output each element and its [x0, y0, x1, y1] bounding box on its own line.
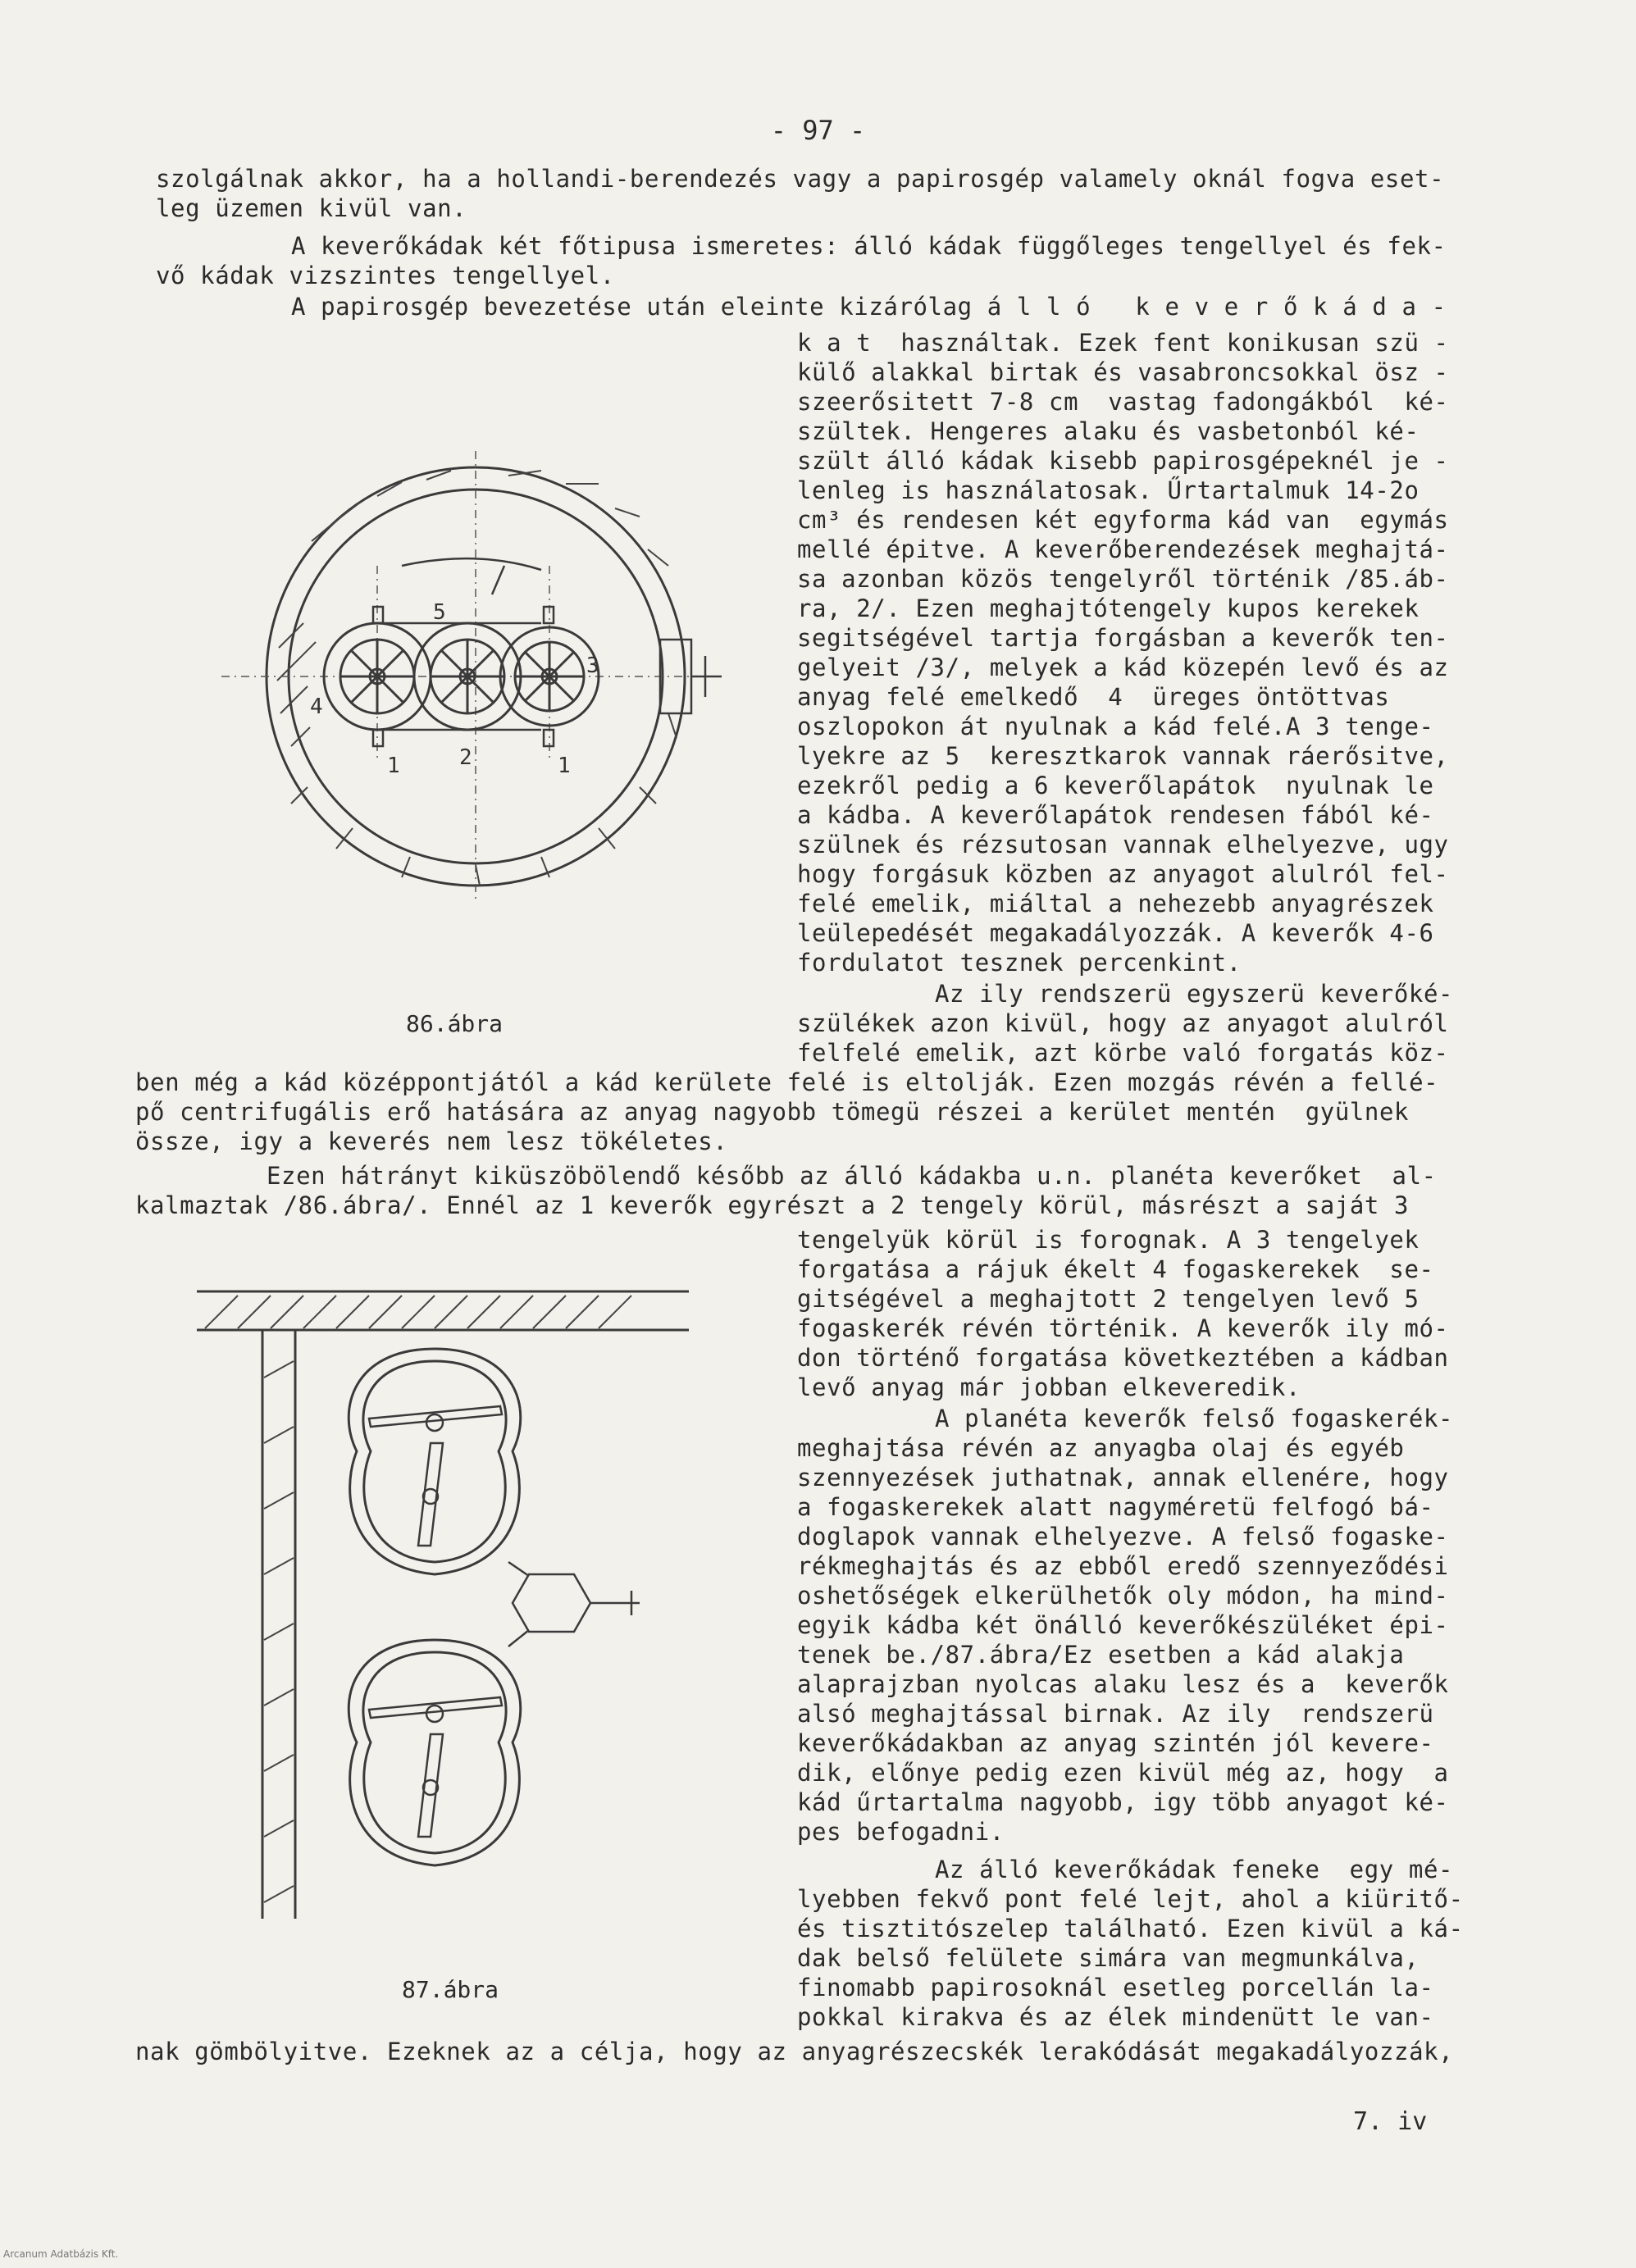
- figure-86-drawing: [213, 443, 738, 902]
- text-line: a kádba. A keverőlapátok rendesen fából ké-: [797, 801, 1434, 829]
- text-line: levő anyag már jobban elkeveredik.: [797, 1373, 1301, 1401]
- text-line: leülepedését megakadályozzák. A keverők 4-6: [797, 919, 1434, 947]
- figure-86-caption: 86.ábra: [406, 1010, 504, 1037]
- text-line: oshetőségek elkerülhetők oly módon, ha mind-: [797, 1582, 1449, 1610]
- text-line: szülnek és rézsutosan vannak elhelyezve, ugy: [797, 831, 1449, 858]
- text-line: don történő forgatása következtében a kádban: [797, 1344, 1449, 1372]
- text-line: lyekre az 5 keresztkarok vannak ráerősitve,: [797, 742, 1449, 770]
- text-line: rékmeghajtás és az ebből eredő szennyeződési: [797, 1552, 1449, 1580]
- text-line: szolgálnak akkor, ha a hollandi-berendezés vagy a papirosgép valamely oknál fogva eset-: [156, 165, 1445, 193]
- text-line: alsó meghajtással birnak. Az ily rendszerü: [797, 1700, 1434, 1728]
- text-line: kád űrtartalma nagyobb, igy több anyagot ké-: [797, 1788, 1449, 1816]
- text-line: külő alakkal birtak és vasabroncsokkal ösz -: [797, 358, 1449, 386]
- figure-86-label: 4: [310, 695, 323, 719]
- text-line: felfelé emelik, azt körbe való forgatás köz-: [797, 1039, 1449, 1067]
- text-line: össze, igy a keverés nem lesz tökéletes.: [135, 1127, 728, 1155]
- text-line: tengelyük körül is forognak. A 3 tengelyek: [797, 1226, 1420, 1254]
- watermark: Arcanum Adatbázis Kft.: [3, 2248, 119, 2260]
- text-line: fordulatot tesznek percenkint.: [797, 949, 1242, 977]
- text-line: és tisztitószelep található. Ezen kivül a ká-: [797, 1915, 1464, 1942]
- text-line: A papirosgép bevezetése után eleinte kizárólag á l l ó k e v e r ő k á d a -: [291, 293, 1447, 321]
- text-line: forgatása a rájuk ékelt 4 fogaskerekek se-: [797, 1255, 1434, 1283]
- text-line: szeerősitett 7-8 cm vastag fadongákból ké-: [797, 388, 1449, 416]
- text-line: oszlopokon át nyulnak a kád felé.A 3 tenge-: [797, 713, 1434, 740]
- text-line: szennyezések juthatnak, annak ellenére, hogy: [797, 1464, 1449, 1492]
- text-line: kalmaztak /86.ábra/. Ennél az 1 keverők egyrészt a 2 tengely körül, másrészt a saját 3: [135, 1191, 1410, 1219]
- figure-86-label: 1: [558, 754, 571, 778]
- text-line: Az ily rendszerü egyszerü keverőké-: [935, 980, 1454, 1008]
- text-line: Az álló keverőkádak feneke egy mé-: [935, 1856, 1454, 1883]
- figure-86-label: 3: [586, 654, 599, 678]
- text-line: a fogaskerekek alatt nagyméretü felfogó bá-: [797, 1493, 1434, 1521]
- text-line: nak gömbölyitve. Ezeknek az a célja, hogy az anyagrészecskék lerakódását megakadályozzák,: [135, 2038, 1454, 2065]
- text-line: k a t használtak. Ezek fent konikusan szü -: [797, 329, 1449, 357]
- figure-86-label: 1: [387, 754, 400, 778]
- text-line: alaprajzban nyolcas alaku lesz és a keverők: [797, 1670, 1449, 1698]
- text-line: doglapok vannak elhelyezve. A felső fogaske-: [797, 1523, 1449, 1551]
- text-line: mellé épitve. A keverőberendezések meghajtá-: [797, 535, 1449, 563]
- text-line: gelyeit /3/, melyek a kád közepén levő és az: [797, 654, 1449, 681]
- text-line: A planéta keverők felső fogaskerék-: [935, 1405, 1454, 1432]
- sheet-signature: 7. iv: [1353, 2107, 1428, 2136]
- text-line: lyebben fekvő pont felé lejt, ahol a kiüritő-: [797, 1885, 1464, 1913]
- text-line: ben még a kád középpontjától a kád kerülete felé is eltolják. Ezen mozgás révén a fellé-: [135, 1068, 1439, 1096]
- text-line: Ezen hátrányt kiküszöbölendő később az álló kádakba u.n. planéta keverőket al-: [267, 1162, 1437, 1190]
- text-line: pes befogadni.: [797, 1818, 1005, 1846]
- text-line: meghajtása révén az anyagba olaj és egyéb: [797, 1434, 1405, 1462]
- text-line: lenleg is használatosak. Űrtartalmuk 14-2o: [797, 476, 1420, 504]
- text-line: anyag felé emelkedő 4 üreges öntöttvas: [797, 683, 1390, 711]
- text-line: egyik kádba két önálló keverőkészüléket épi-: [797, 1611, 1449, 1639]
- text-line: segitségével tartja forgásban a keverők ten-: [797, 624, 1449, 652]
- figure-87-drawing: [197, 1279, 689, 1935]
- text-line: hogy forgásuk közben az anyagot alulról fel-: [797, 860, 1449, 888]
- text-line: cm³ és rendesen két egyforma kád van egymás: [797, 506, 1449, 534]
- text-line: gitségével a meghajtott 2 tengelyen levő 5: [797, 1285, 1420, 1313]
- text-line: pokkal kirakva és az élek mindenütt le van-: [797, 2003, 1434, 2031]
- text-line: dak belső felülete simára van megmunkálva,: [797, 1944, 1420, 1972]
- text-line: szülékek azon kivül, hogy az anyagot alulról: [797, 1009, 1449, 1037]
- text-line: szültek. Hengeres alaku és vasbetonból ké-: [797, 417, 1420, 445]
- text-line: fogaskerék révén történik. A keverők ily mó-: [797, 1314, 1449, 1342]
- text-line: pő centrifugális erő hatására az anyag nagyobb tömegü részei a kerület mentén gyülnek: [135, 1098, 1410, 1126]
- page-number: - 97 -: [770, 115, 866, 146]
- text-line: dik, előnye pedig ezen kivül még az, hogy a: [797, 1759, 1449, 1787]
- text-line: ezekről pedig a 6 keverőlapátok nyulnak le: [797, 772, 1434, 799]
- figure-86-label: 5: [433, 600, 446, 625]
- figure-87-caption: 87.ábra: [402, 1976, 499, 2003]
- text-line: felé emelik, miáltal a nehezebb anyagrészek: [797, 890, 1434, 918]
- text-line: A keverőkádak két főtipusa ismeretes: álló kádak függőleges tengellyel és fek-: [291, 232, 1447, 260]
- text-line: sa azonban közös tengelyről történik /85.áb-: [797, 565, 1449, 593]
- text-line: leg üzemen kivül van.: [156, 194, 467, 222]
- text-line: ra, 2/. Ezen meghajtótengely kupos kerekek: [797, 594, 1420, 622]
- text-line: tenek be./87.ábra/Ez esetben a kád alakja: [797, 1641, 1405, 1669]
- text-line: vő kádak vizszintes tengellyel.: [156, 262, 615, 289]
- figure-86-label: 2: [459, 745, 472, 770]
- text-line: szült álló kádak kisebb papirosgépeknél je -: [797, 447, 1449, 475]
- text-line: keverőkádakban az anyag szintén jól kevere-: [797, 1729, 1434, 1757]
- text-line: finomabb papirosoknál esetleg porcellán la-: [797, 1974, 1434, 2002]
